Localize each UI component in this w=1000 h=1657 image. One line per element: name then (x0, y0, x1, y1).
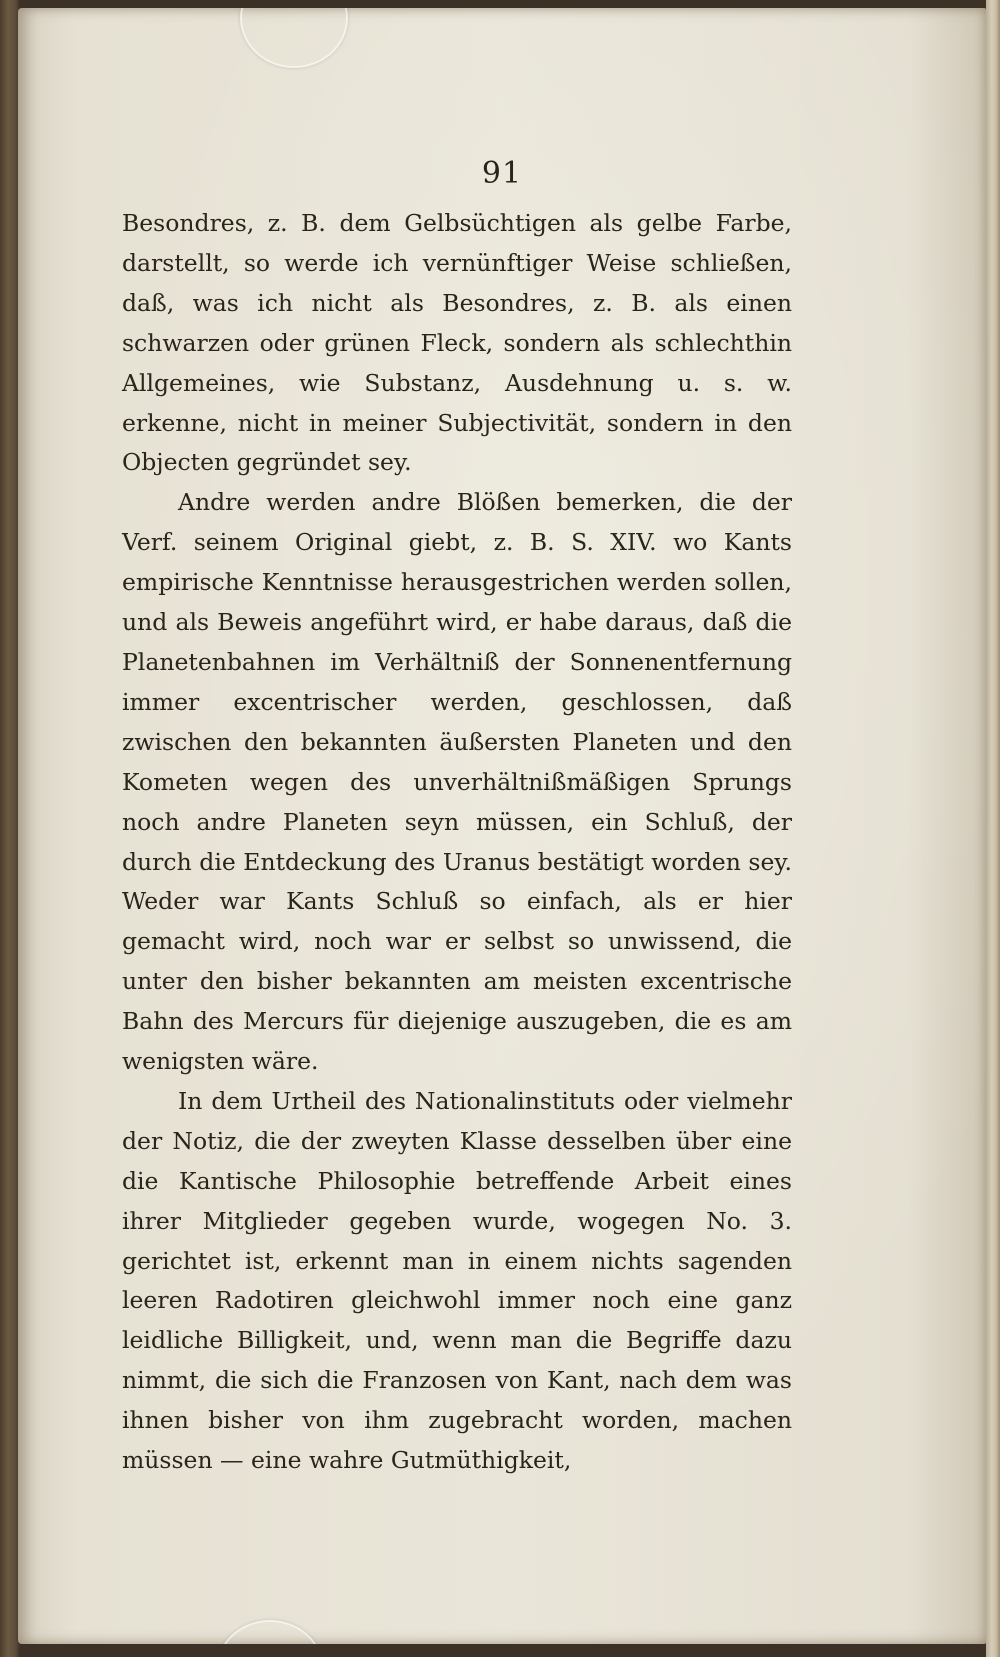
paragraph-continuation: Besondres, z. B. dem Gelbsüchtigen als gelbe Farbe, darstellt, so werde ich vernünftiger Weise schließen, daß, was ich nicht als Besondres, z. B. als einen schwarzen oder grünen Fleck, sondern als schlechthin Allgemeines, wie Substanz, Ausdehnung u. s. w. erkenne, nicht in meiner Subjectivität, sondern in den Objecten gegründet sey. (122, 209, 792, 477)
page-edge (986, 0, 1000, 1657)
page-number: 91 (481, 156, 523, 191)
paragraph-nationalinstitut: In dem Urtheil des Nationalinstituts oder vielmehr der Notiz, die der zweyten Klasse desselben über eine die Kantische Philosophie betreffende Arbeit eines ihrer Mitglieder gegeben wurde, wogegen No. 3. gerichtet ist, erkennt man in einem nichts sagenden leeren Radotiren gleichwohl immer noch eine ganz leidliche Billigkeit, und, wenn man die Begriffe dazu nimmt, die sich die Franzosen von Kant, nach dem was ihnen bisher von ihm zugebracht worden, machen müssen — eine wahre Gutmüthigkeit, (122, 1086, 792, 1475)
paragraph-kant-empirical: Andre werden andre Blößen bemerken, die der Verf. seinem Original giebt, z. B. S. XIV. wo Kants empirische Kenntnisse herausgestrichen werden sollen, und als Beweis angeführt wird, er habe daraus, daß die Planetenbahnen im Verhältniß der Sonnenentfernung immer excentrischer werden, geschlossen, daß zwischen den bekannten äußersten Planeten und den Kometen wegen des unverhältnißmäßigen Sprungs noch andre Planeten seyn müssen, ein Schluß, der durch die Entdeckung des Uranus bestätigt worden sey. Weder war Kants Schluß so einfach, als er hier gemacht wird, noch war er selbst so unwissend, die unter den bisher bekannten am meisten excentrische Bahn des Mercurs für diejenige auszugeben, die es am wenigsten wäre. (122, 488, 792, 1076)
body-text (122, 204, 792, 1481)
paper-page (18, 8, 986, 1644)
page-clip-bottom (216, 1620, 324, 1644)
page-clip-top (240, 8, 348, 68)
